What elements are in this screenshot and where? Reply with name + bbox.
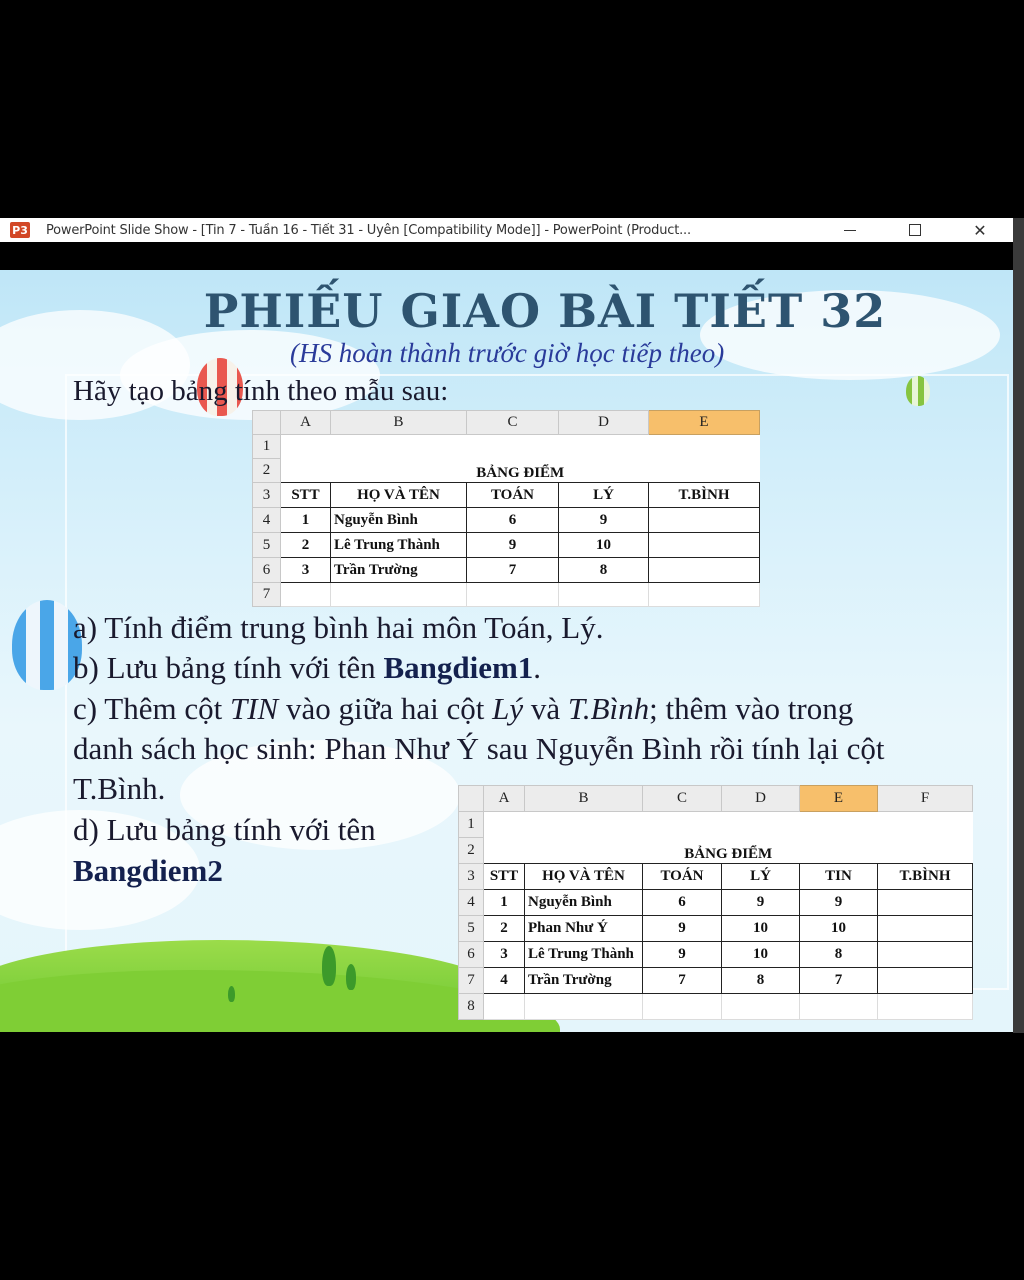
data-cell xyxy=(649,508,760,533)
data-cell: 7 xyxy=(467,558,559,583)
data-cell: Nguyễn Bình xyxy=(525,890,643,916)
maximize-button[interactable] xyxy=(895,218,935,242)
table-row xyxy=(459,968,973,994)
task-c-tbinh: T.Bình xyxy=(567,691,650,726)
empty-cell xyxy=(878,994,973,1020)
column-header: D xyxy=(559,411,649,435)
table-row xyxy=(253,558,760,583)
row-header: 2 xyxy=(253,459,281,483)
task-c-text: c) Thêm cột xyxy=(73,691,230,726)
column-header: C xyxy=(467,411,559,435)
row-header: 4 xyxy=(253,508,281,533)
empty-cell xyxy=(722,994,800,1020)
empty-cell xyxy=(467,583,559,607)
data-cell xyxy=(878,890,973,916)
data-cell: 9 xyxy=(643,942,722,968)
data-cell: 10 xyxy=(722,916,800,942)
instruction-text: Hãy tạo bảng tính theo mẫu sau: xyxy=(73,375,449,407)
data-cell xyxy=(649,533,760,558)
data-cell: 1 xyxy=(484,890,525,916)
tree-decoration xyxy=(322,946,336,986)
column-header: B xyxy=(525,786,643,812)
row-header: 6 xyxy=(253,558,281,583)
header-cell: HỌ VÀ TÊN xyxy=(525,864,643,890)
task-c xyxy=(73,691,853,727)
row-header: 3 xyxy=(459,864,484,890)
row-header: 5 xyxy=(253,533,281,558)
maximize-icon xyxy=(909,224,921,236)
data-cell: 8 xyxy=(800,942,878,968)
data-cell xyxy=(878,916,973,942)
window-right-edge xyxy=(1013,218,1024,1033)
header-cell: TIN xyxy=(800,864,878,890)
slide-subtitle: (HS hoàn thành trước giờ học tiếp theo) xyxy=(290,338,725,368)
data-cell: 6 xyxy=(643,890,722,916)
task-c-line2: danh sách học sinh: Phan Như Ý sau Nguyễn Bình rồi tính lại cột xyxy=(73,731,885,766)
data-cell: 9 xyxy=(559,508,649,533)
header-cell: HỌ VÀ TÊN xyxy=(331,483,467,508)
task-c-text: vào giữa hai cột xyxy=(278,691,493,726)
data-cell: 1 xyxy=(281,508,331,533)
close-icon: ✕ xyxy=(973,220,987,240)
balloon-decoration xyxy=(12,600,82,690)
data-cell: Lê Trung Thành xyxy=(331,533,467,558)
table-row xyxy=(459,890,973,916)
empty-cell xyxy=(525,994,643,1020)
data-cell: 8 xyxy=(722,968,800,994)
sheet-corner xyxy=(253,411,281,435)
row-header: 8 xyxy=(459,994,484,1020)
tree-decoration xyxy=(346,964,356,990)
empty-cell xyxy=(643,994,722,1020)
column-header: A xyxy=(281,411,331,435)
slide-canvas xyxy=(0,270,1013,1032)
sheet2-table xyxy=(458,785,973,1020)
data-cell xyxy=(878,942,973,968)
column-header: C xyxy=(643,786,722,812)
row-header: 7 xyxy=(459,968,484,994)
row-header: 6 xyxy=(459,942,484,968)
empty-cell xyxy=(484,994,525,1020)
empty-cell xyxy=(800,994,878,1020)
task-c-text: ; thêm vào trong xyxy=(649,691,854,726)
powerpoint-app-icon: P3 xyxy=(10,222,30,238)
task-c-text: và xyxy=(523,691,568,726)
data-cell: 10 xyxy=(559,533,649,558)
sheet-corner xyxy=(459,786,484,812)
column-header-selected: E xyxy=(649,411,760,435)
minimize-icon xyxy=(844,230,856,231)
sheet-title: BẢNG ĐIỂM xyxy=(476,465,565,481)
data-cell: 2 xyxy=(281,533,331,558)
data-cell: 6 xyxy=(467,508,559,533)
table-row xyxy=(253,508,760,533)
table-row xyxy=(459,916,973,942)
slide-top-border xyxy=(0,242,1013,270)
column-header: B xyxy=(331,411,467,435)
empty-cell xyxy=(559,583,649,607)
data-cell: 9 xyxy=(643,916,722,942)
data-cell: 9 xyxy=(722,890,800,916)
header-cell: LÝ xyxy=(559,483,649,508)
data-cell: 7 xyxy=(643,968,722,994)
sheet-title: BẢNG ĐIỂM xyxy=(684,846,773,862)
tree-decoration xyxy=(228,986,235,1002)
task-c-line3: T.Bình. xyxy=(73,771,166,806)
header-cell: T.BÌNH xyxy=(878,864,973,890)
column-header: F xyxy=(878,786,973,812)
window-title: PowerPoint Slide Show - [Tin 7 - Tuần 16 - Tiết 31 - Uyên [Compatibility Mode]] - PowerPoint (Product... xyxy=(46,222,691,238)
data-cell xyxy=(878,968,973,994)
row-header: 3 xyxy=(253,483,281,508)
data-cell: 4 xyxy=(484,968,525,994)
header-cell: STT xyxy=(281,483,331,508)
row-header: 7 xyxy=(253,583,281,607)
column-header: A xyxy=(484,786,525,812)
empty-cell xyxy=(331,583,467,607)
data-cell: Trần Trường xyxy=(331,558,467,583)
data-cell: 9 xyxy=(467,533,559,558)
row-header: 1 xyxy=(459,812,484,838)
data-cell: Lê Trung Thành xyxy=(525,942,643,968)
task-d-filename: Bangdiem2 xyxy=(73,853,223,888)
header-cell: LÝ xyxy=(722,864,800,890)
data-cell: 10 xyxy=(722,942,800,968)
data-cell: 3 xyxy=(281,558,331,583)
task-b-filename: Bangdiem1 xyxy=(383,650,534,685)
minimize-button[interactable] xyxy=(830,218,870,242)
table-row xyxy=(459,942,973,968)
data-cell: 3 xyxy=(484,942,525,968)
header-cell: STT xyxy=(484,864,525,890)
row-header: 2 xyxy=(459,838,484,864)
close-button[interactable] xyxy=(960,218,1000,242)
balloon-decoration xyxy=(906,376,930,406)
table-row xyxy=(253,533,760,558)
row-header: 1 xyxy=(253,435,281,459)
slide-title: PHIẾU GIAO BÀI TIẾT 32 xyxy=(203,284,887,338)
data-cell: Nguyễn Bình xyxy=(331,508,467,533)
task-b-period: . xyxy=(533,650,542,685)
data-cell: 9 xyxy=(800,890,878,916)
row-header: 5 xyxy=(459,916,484,942)
empty-cell xyxy=(281,583,331,607)
sheet1-table xyxy=(252,410,760,607)
column-header: D xyxy=(722,786,800,812)
row-header: 4 xyxy=(459,890,484,916)
task-b xyxy=(73,650,541,686)
task-c-tin: TIN xyxy=(229,691,279,726)
window-titlebar xyxy=(0,218,1013,242)
task-d: d) Lưu bảng tính với tên xyxy=(73,812,376,847)
data-cell: 8 xyxy=(559,558,649,583)
data-cell: 2 xyxy=(484,916,525,942)
data-cell: Trần Trường xyxy=(525,968,643,994)
empty-cell xyxy=(649,583,760,607)
header-cell: TOÁN xyxy=(467,483,559,508)
task-a: a) Tính điểm trung bình hai môn Toán, Lý. xyxy=(73,610,604,645)
header-cell: TOÁN xyxy=(643,864,722,890)
task-c-ly: Lý xyxy=(492,691,524,726)
task-b-text: b) Lưu bảng tính với tên xyxy=(73,650,384,685)
header-cell: T.BÌNH xyxy=(649,483,760,508)
column-header-selected: E xyxy=(800,786,878,812)
data-cell xyxy=(649,558,760,583)
data-cell: 7 xyxy=(800,968,878,994)
data-cell: Phan Như Ý xyxy=(525,916,643,942)
data-cell: 10 xyxy=(800,916,878,942)
